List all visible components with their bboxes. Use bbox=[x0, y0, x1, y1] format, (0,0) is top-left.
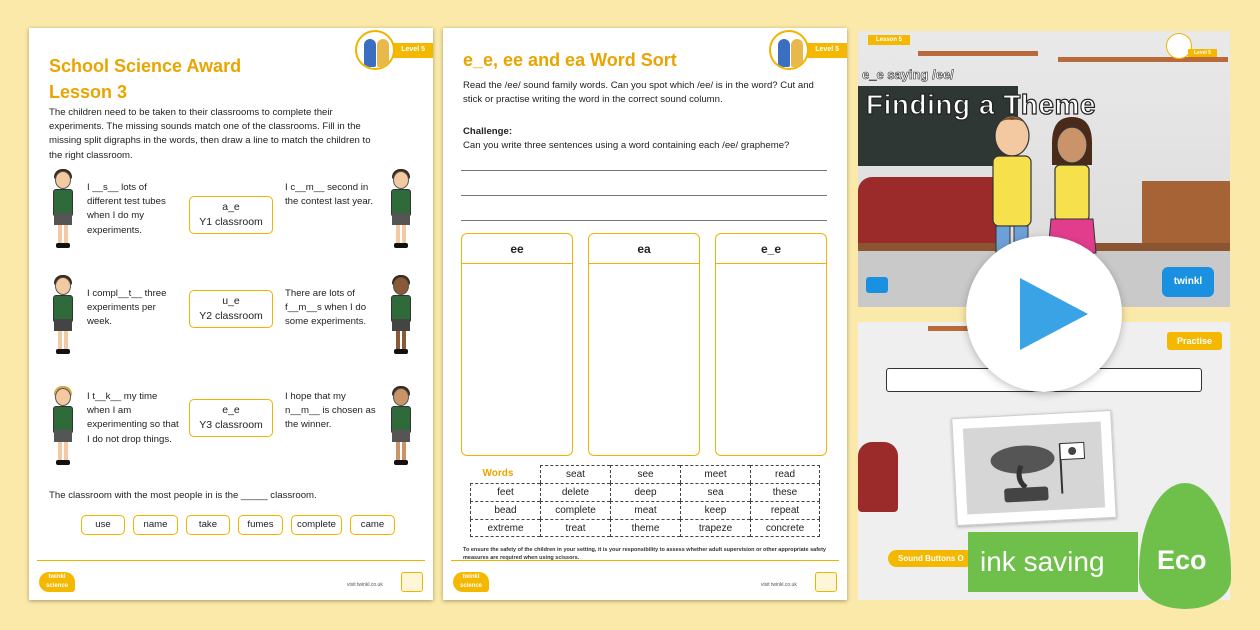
worksheet-school-science-award bbox=[29, 28, 433, 600]
classroom-digraph: e_e bbox=[222, 404, 240, 416]
safety-note: To ensure the safety of the children in your setting, it is your responsibility to assess whether adult supervision or other appropriate safety measures are required when using scissors. bbox=[463, 547, 826, 561]
twinkl-logo: twinkl bbox=[1162, 267, 1214, 297]
ink-saving-banner: ink saving bbox=[968, 532, 1138, 592]
worksheet-title: e_e, ee and ea Word Sort bbox=[463, 50, 677, 70]
sentence-left-2: I compl__t__ three experiments per week. bbox=[87, 288, 167, 328]
sentence-right-1: I c__m__ second in the contest last year. bbox=[285, 182, 373, 208]
word-card: delete bbox=[540, 483, 610, 501]
sentence-left-3: I t__k__ my time when I am experimenting so that I do not drop things. bbox=[87, 391, 179, 445]
word-chip: fumes bbox=[238, 515, 283, 535]
level-label: Level 5 bbox=[803, 43, 847, 58]
practise-label: Practise bbox=[1167, 332, 1222, 350]
worksheet-instructions: Read the /ee/ sound family words. Can you spot which /ee/ is in the word? Cut and stick or practise writing the word in the correct sound column. bbox=[463, 80, 814, 106]
worksheet-title: School Science Award Lesson 3 bbox=[49, 56, 242, 102]
play-icon bbox=[966, 236, 1122, 392]
column-header: e_e bbox=[716, 234, 826, 264]
classroom-box-3 bbox=[189, 399, 273, 437]
word-card: bead bbox=[470, 501, 540, 519]
twinkl-small-logo bbox=[866, 277, 888, 293]
sentence-left-1: I __s__ lots of different test tubes when I do my experiments. bbox=[87, 182, 166, 236]
child-illustration-right-2 bbox=[389, 277, 413, 355]
slide-title: Finding a Theme bbox=[866, 89, 1096, 120]
bonsai-icon bbox=[963, 421, 1107, 516]
worksheet-word-sort bbox=[443, 28, 847, 600]
footer-url: visit twinkl.co.uk bbox=[761, 582, 797, 588]
child-illustration-right-3 bbox=[389, 388, 413, 466]
lab-cabinet bbox=[1142, 181, 1230, 251]
challenge-label: Challenge: bbox=[463, 126, 513, 137]
word-chip: take bbox=[186, 515, 230, 535]
child-illustration-left-3 bbox=[51, 388, 75, 466]
child-illustration-left-1 bbox=[51, 171, 75, 249]
classroom-digraph: u_e bbox=[222, 295, 240, 307]
classroom-box-1 bbox=[189, 196, 273, 234]
writing-line bbox=[461, 170, 827, 171]
level-badge bbox=[355, 32, 433, 70]
worksheet-instructions: The children need to be taken to their classrooms to complete their experiments. The missing sounds match one of the classrooms. Fill in the missing split digraphs in the words, then draw a line to match the children to the right classroom. bbox=[49, 107, 371, 161]
sentence-right-3: I hope that my n__m__ is chosen as the winner. bbox=[285, 391, 376, 431]
twinkl-science-logo: twinkl science bbox=[39, 572, 75, 592]
sheet-footer bbox=[451, 560, 839, 600]
level-label: Level 5 bbox=[389, 43, 433, 58]
classroom-name: Y3 classroom bbox=[199, 419, 263, 431]
kids-avatar-icon bbox=[769, 30, 809, 70]
slide-subtitle: e_e saying /ee/ bbox=[862, 67, 954, 82]
lab-shelf bbox=[918, 51, 1038, 56]
word-card: complete bbox=[540, 501, 610, 519]
column-header: ee bbox=[462, 234, 572, 264]
picture-card bbox=[951, 410, 1116, 526]
footer-url: visit twinkl.co.uk bbox=[347, 582, 383, 588]
classroom-name: Y1 classroom bbox=[199, 216, 263, 228]
word-card: repeat bbox=[750, 501, 820, 519]
writing-line bbox=[461, 195, 827, 196]
kids-avatar-icon bbox=[355, 30, 395, 70]
classroom-digraph: a_e bbox=[222, 201, 240, 213]
word-chip: name bbox=[133, 515, 178, 535]
level-badge bbox=[769, 32, 847, 70]
sheet-footer bbox=[37, 560, 425, 600]
word-card: these bbox=[750, 483, 820, 501]
sort-column-ea bbox=[588, 233, 700, 456]
word-card: extreme bbox=[470, 519, 540, 537]
level-label: Level 5 bbox=[1188, 49, 1217, 57]
word-bank bbox=[81, 515, 395, 535]
writing-line bbox=[461, 220, 827, 221]
word-card: meet bbox=[680, 465, 750, 483]
lab-shelf bbox=[1058, 57, 1228, 62]
classroom-name: Y2 classroom bbox=[199, 310, 263, 322]
bonsai-image bbox=[963, 421, 1105, 514]
quality-badge-icon bbox=[815, 572, 837, 592]
challenge-text: Can you write three sentences using a word containing each /ee/ grapheme? bbox=[463, 140, 790, 151]
word-card: feet bbox=[470, 483, 540, 501]
word-card: theme bbox=[610, 519, 680, 537]
word-chip: use bbox=[81, 515, 125, 535]
sort-column-ee bbox=[461, 233, 573, 456]
word-card: meat bbox=[610, 501, 680, 519]
words-label: Words bbox=[482, 468, 514, 479]
word-chip: came bbox=[350, 515, 395, 535]
word-card: trapeze bbox=[680, 519, 750, 537]
child-illustration-left-2 bbox=[51, 277, 75, 355]
word-card: read bbox=[750, 465, 820, 483]
word-card: seat bbox=[540, 465, 610, 483]
word-card: keep bbox=[680, 501, 750, 519]
word-card: concrete bbox=[750, 519, 820, 537]
red-sofa bbox=[858, 442, 898, 512]
word-card: deep bbox=[610, 483, 680, 501]
word-chip: complete bbox=[291, 515, 342, 535]
twinkl-science-logo: twinkl science bbox=[453, 572, 489, 592]
word-card: see bbox=[610, 465, 680, 483]
sound-buttons-button[interactable]: Sound Buttons O bbox=[888, 550, 974, 567]
word-card: sea bbox=[680, 483, 750, 501]
sentence-right-2: There are lots of f__m__s when I do some experiments. bbox=[285, 288, 367, 328]
classroom-question: The classroom with the most people in is the _____ classroom. bbox=[49, 490, 317, 501]
word-card: treat bbox=[540, 519, 610, 537]
eco-label: Eco bbox=[1157, 545, 1207, 575]
classroom-box-2 bbox=[189, 290, 273, 328]
play-button[interactable] bbox=[966, 236, 1122, 392]
quality-badge-icon bbox=[401, 572, 423, 592]
sort-column-e_e bbox=[715, 233, 827, 456]
child-illustration-right-1 bbox=[389, 171, 413, 249]
column-header: ea bbox=[589, 234, 699, 264]
lesson-tag: Lesson 5 bbox=[868, 35, 910, 45]
